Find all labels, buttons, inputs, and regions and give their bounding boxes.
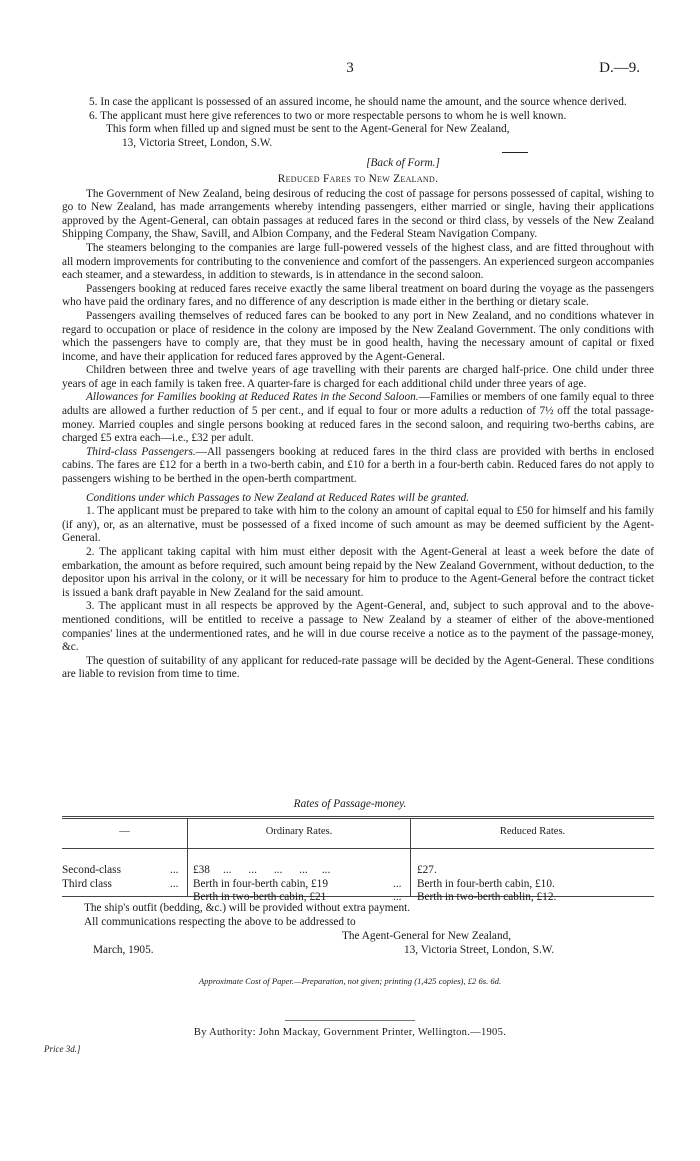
rates-header-reduced: Reduced Rates. xyxy=(499,826,566,837)
ordinary-rate-third-four-berth: Berth in four-berth cabin, £19 ... xyxy=(193,877,402,890)
rates-reduced-column xyxy=(417,864,556,905)
reduced-rate-third-two-berth: Berth in two-berth cablin, £12. xyxy=(417,891,557,904)
paragraph-booking: Passengers availing themselves of reduced fares can be booked to any port in New Zealand, and no conditions whatever in regard to occupation or place of residence in the colony are imposed by the New Zealand Government. The only conditions with which the passengers have to comply are, that they must be in good health, having the necessary amount of capital or fixed income, and have their application for reduced fares approved by the Agent-General. xyxy=(62,309,654,363)
printer-authority: By Authority: John Mackay, Government Printer, Wellington.—1905. xyxy=(193,1027,507,1038)
paragraph-children: Children between three and twelve years of age travelling with their parents are charged half-price. One child under three years of age in each family is taken free. A quarter-fare is charged for each additional child under three years of age. xyxy=(62,364,654,390)
condition-2: 2. The applicant taking capital with him must either deposit with the Agent-General at least a week before the date of embarkation, the amount as before required, such amount being repaid by the New Zealand Government, without deduction, to the depositor upon his arrival in the colony, or it will be necessary for him to produce to the Agent-General before the contract ticket is issued a bank draft payable in New Zealand for the said amount. xyxy=(62,546,654,599)
section-title: Reduced Fares to New Zealand. xyxy=(277,172,439,185)
rates-title: Rates of Passage-money. xyxy=(293,798,407,810)
rates-header-class: — xyxy=(119,826,130,837)
condition-suitability: The question of suitability of any applicant for reduced-rate passage will be decided by the Agent-General. These conditions are liable to revision from time to time. xyxy=(62,654,654,681)
condition-1: 1. The applicant must be prepared to take with him to the colony an amount of capital equal to £50 for himself and his family (if any), or, as an alternative, must be possessed of a fixed income of such amount as may be deemed sufficient by the Agent-General. xyxy=(62,505,654,545)
short-rule xyxy=(502,152,528,153)
back-of-form-label: [Back of Form.] xyxy=(366,157,440,170)
rates-ordinary-column xyxy=(193,864,408,905)
instruction-item-5: 5. In case the applicant is possessed of an assured income, he should name the amount, and the source whence derived. xyxy=(89,96,627,108)
rate-class-third: Third class ... xyxy=(62,877,179,890)
paragraph-steamers: The steamers belonging to the companies are large full-powered vessels of the highest class, and are fitted throughout with all modern improvements for contributing to the convenience and comfort of the passengers. An experienced surgeon accompanies each steamer, and a stewardess, in addition to stewards, is in attendance in the second saloon. xyxy=(62,241,654,282)
reduced-rate-third-four-berth: Berth in four-berth cabin, £10. xyxy=(417,877,555,890)
signoff-address: 13, Victoria Street, London, S.W. xyxy=(404,944,555,956)
page-number: 3 xyxy=(346,60,354,76)
closing-communications: All communications respecting the above to be addressed to xyxy=(84,915,356,928)
paragraph-third-class: Third-class Passengers.—All passengers booking at reduced fares in the third class are provided with berths in enclosed cabins. The fares are £12 for a berth in a two-berth cabin, and £10 for a berth in a four-berth cabin. Reduced fares do not apply to passengers wishing to be berthed in the open-berth compartment. xyxy=(62,445,654,486)
paragraph-treatment: Passengers booking at reduced fares receive exactly the same liberal treatment on board during the voyage as the passengers who have paid the ordinary fares, and no difference of any description is made either in the berthing or dietary scale. xyxy=(62,282,654,309)
footer-rule xyxy=(285,1020,415,1021)
condition-3: 3. The applicant must in all respects be approved by the Agent-General, and, subject to such approval and to the above-mentioned conditions, will be entitled to receive a passage to New Zealand by a steamer of either of the above-mentioned companies' lines at the undermentioned rates, and he will in due course receive a notice as to the payment of the passage-money, &c. xyxy=(62,600,654,654)
ordinary-rate-third-two-berth: Berth in two-berth cabin, £21 ... xyxy=(193,891,402,904)
table-top-rule xyxy=(62,816,654,817)
form-note: This form when filled up and signed must be sent to the Agent-General for New Zealand, xyxy=(106,123,510,136)
table-top-rule-2 xyxy=(62,818,654,819)
reduced-rate-second: £27. xyxy=(417,864,437,876)
form-instructions xyxy=(62,96,654,682)
signoff-date: March, 1905. xyxy=(93,944,154,956)
conditions-title: Conditions under which Passages to New Zealand at Reduced Rates will be granted. xyxy=(86,491,470,504)
ordinary-rate-second: £38 ... ... ... ... ... xyxy=(193,864,331,876)
price-note: Price 3d.] xyxy=(44,1044,81,1054)
instruction-item-6: 6. The applicant must here give references to two or more respectable persons to whom he is well known. xyxy=(89,109,567,122)
paragraph-allowances: Allowances for Families booking at Reduced Rates in the Second Saloon.—Families or members of one family equal to three adults are allowed a further reduction of 5 per cent., and if equal to four or more adults a reduction of 7½ off the total passage-money. Married couples and single persons booking at reduced fares in the second saloon, and requiring two-berths cabins, are charged £5 extra each—i.e., £32 per adult. xyxy=(62,391,654,445)
rate-class-second: Second-class ... xyxy=(62,864,179,876)
document-reference: D.—9. xyxy=(599,60,640,76)
closing-notes xyxy=(84,902,410,929)
signoff-addressee: The Agent-General for New Zealand, xyxy=(342,930,512,942)
table-header-rule xyxy=(62,848,654,849)
paragraph-intro: The Government of New Zealand, being desirous of reducing the cost of passage for persons possessed of capital, wishing to go to New Zealand, has made arrangements whereby intending passengers, either married or single, having their applications approved by the Agent-General, can obtain passages at reduced fares in the second or third class, by vessels of the New Zealand Shipping Company, the Shaw, Savill, and Albion Company, and the Federal Steam Navigation Company. xyxy=(62,187,654,241)
closing-outfit: The ship's outfit (bedding, &c.) will be provided without extra payment. xyxy=(84,902,411,914)
cost-of-paper-note: Approximate Cost of Paper.—Preparation, not given; printing (1,425 copies), £2 6s. 6d. xyxy=(198,976,502,986)
rates-class-column xyxy=(62,864,179,891)
rates-header-ordinary: Ordinary Rates. xyxy=(265,826,333,837)
form-note-address: 13, Victoria Street, London, S.W. xyxy=(122,136,273,149)
